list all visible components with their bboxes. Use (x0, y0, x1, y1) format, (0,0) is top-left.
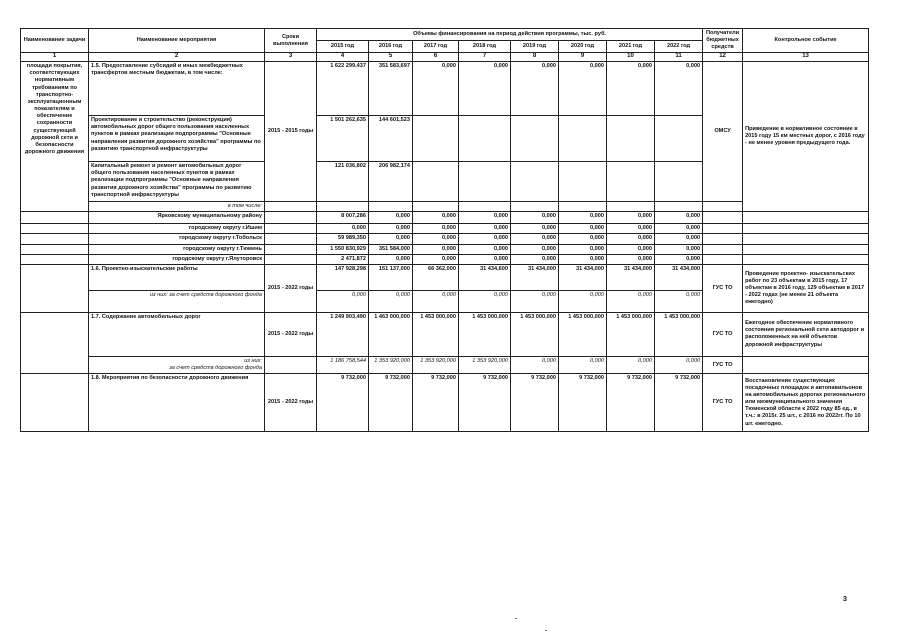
year-cell: 2018 год (459, 41, 511, 53)
control-cell: Ежегодное обеспечение нормативного состояния региональной сети автодорог и расположенных на ней объектов дорожной инфраструктуры (743, 312, 869, 356)
value-cell: 1 453 000,000 (413, 312, 459, 356)
value-cell: 0,000 (607, 254, 655, 264)
value-cell: 206 982,174 (369, 162, 413, 202)
value-cell: 0,000 (559, 62, 607, 116)
value-cell: 1 353 920,000 (459, 356, 511, 373)
col-number: 7 (459, 53, 511, 62)
value-cell: 0,000 (511, 356, 559, 373)
value-cell: 66 362,000 (413, 264, 459, 290)
term-cell: 2015 - 2022 годы (265, 312, 317, 356)
value-cell: 151 137,000 (369, 264, 413, 290)
value-cell: 1 550 830,929 (317, 244, 369, 254)
table-row (21, 244, 869, 254)
value-cell: 0,000 (413, 62, 459, 116)
value-cell: 0,000 (413, 244, 459, 254)
value-cell: 0,000 (559, 290, 607, 312)
value-cell: 351 583,697 (369, 62, 413, 116)
recipient-cell: ГУС ТО (703, 312, 743, 356)
value-cell: 1 622 299,437 (317, 62, 369, 116)
value-cell: 0,000 (511, 224, 559, 234)
year-cell: 2017 год (413, 41, 459, 53)
recipient-cell: ГУС ТО (703, 264, 743, 312)
event-name: 1.7. Содержание автомобильных дорог (89, 312, 265, 356)
value-cell: 0,000 (459, 244, 511, 254)
value-cell: 1 186 758,544 (317, 356, 369, 373)
value-cell: 0,000 (317, 290, 369, 312)
value-cell: 1 453 000,000 (511, 312, 559, 356)
value-cell: 0,000 (511, 244, 559, 254)
col-number: 5 (369, 53, 413, 62)
value-cell: 9 732,000 (559, 374, 607, 432)
col-number: 6 (413, 53, 459, 62)
header-funding: Объемы финансирования на период действия программы, тыс. руб. (317, 29, 703, 41)
value-cell: 59 989,350 (317, 234, 369, 244)
value-cell: 0,000 (559, 254, 607, 264)
value-cell: 147 928,298 (317, 264, 369, 290)
value-cell: 0,000 (369, 212, 413, 224)
value-cell: 0,000 (559, 212, 607, 224)
value-cell: 0,000 (559, 234, 607, 244)
event-name: 1.6. Проектно-изыскательские работы (89, 264, 265, 290)
value-cell: 0,000 (369, 234, 413, 244)
year-cell: 2021 год (607, 41, 655, 53)
value-cell: 351 584,000 (369, 244, 413, 254)
term-cell: 2015 - 2015 годы (265, 62, 317, 202)
column-numbers-row (21, 53, 869, 62)
control-cell: Проведение проектно- изыскательских работ по 23 объектам в 2015 году, 17 объектам в 2016 году, 129 объектам в 2017 - 2022 годах (не менее 21 объекта ежегодно) (743, 264, 869, 312)
municipality-name: городскому округу г.Ялуторовск (89, 254, 265, 264)
value-cell: 144 601,523 (369, 116, 413, 162)
value-cell: 0,000 (511, 62, 559, 116)
value-cell: 9 732,000 (459, 374, 511, 432)
task-cell: площади покрытия, соответствующих нормативным требованиям по транспортно-эксплуатационным показателям и обеспечение сохранности существующей дорожной сети и безопасности дорожного движения (21, 62, 89, 212)
value-cell: 0,000 (655, 62, 703, 116)
value-cell: 121 036,802 (317, 162, 369, 202)
value-cell: 0,000 (413, 290, 459, 312)
value-cell: 0,000 (413, 212, 459, 224)
value-cell: 9 732,000 (413, 374, 459, 432)
control-cell: Приведение в нормативное состояние в 2015 году 15 км местных дорог, с 2016 году - не менее уровня предыдущего года. (743, 62, 869, 212)
value-cell: 0,000 (369, 254, 413, 264)
event-name: Капитальный ремонт и ремонт автомобильных дорог общего пользования населенных пунктов в рамках реализации подпрограммы "Основные направления развития дорожного хозяйства" программы по развитию транспортной инфраструктуры (89, 162, 265, 202)
table-row (21, 202, 869, 212)
table-row (21, 254, 869, 264)
value-cell: 9 732,000 (369, 374, 413, 432)
col-number: 1 (21, 53, 89, 62)
year-cell: 2019 год (511, 41, 559, 53)
value-cell: 9 732,000 (511, 374, 559, 432)
table-row (21, 264, 869, 290)
municipality-name: городскому округу г.Тобольск (89, 234, 265, 244)
header-row (21, 29, 869, 41)
value-cell: 0,000 (655, 290, 703, 312)
event-name: 1.5. Предоставление субсидий и иных межбюджетных трансфертов местным бюджетам, в том числе: (89, 62, 265, 116)
value-cell: 0,000 (655, 224, 703, 234)
value-cell: 31 434,600 (459, 264, 511, 290)
col-number: 11 (655, 53, 703, 62)
value-cell: 0,000 (607, 212, 655, 224)
value-cell: 9 732,000 (317, 374, 369, 432)
header-control: Контрольное событие (743, 29, 869, 53)
value-cell: 31 434,000 (655, 264, 703, 290)
col-number: 9 (559, 53, 607, 62)
value-cell: 0,000 (559, 356, 607, 373)
value-cell: 9 732,000 (607, 374, 655, 432)
value-cell: 0,000 (607, 244, 655, 254)
value-cell: 0,000 (559, 224, 607, 234)
value-cell: 8 007,286 (317, 212, 369, 224)
event-name: Проектирование и строительство (реконструкция) автомобильных дорог общего пользования населенных пунктов в рамках реализации подпрограммы "Основные направления развития дорожного хозяйства" программы по развитию транспортной инфраструктуры (89, 116, 265, 162)
value-cell: 1 501 262,635 (317, 116, 369, 162)
value-cell: 1 453 000,000 (655, 312, 703, 356)
value-cell: 31 434,000 (559, 264, 607, 290)
value-cell: 0,000 (459, 62, 511, 116)
table-row (21, 312, 869, 356)
including-label: в том числе: (89, 202, 265, 212)
value-cell: 0,000 (511, 254, 559, 264)
header-term: Сроки выполнения (265, 29, 317, 53)
value-cell: 1 463 000,000 (369, 312, 413, 356)
table-row (21, 356, 869, 373)
table-row (21, 234, 869, 244)
value-cell: 0,000 (511, 290, 559, 312)
value-cell: 0,000 (655, 234, 703, 244)
table-row (21, 224, 869, 234)
table-row (21, 374, 869, 432)
scan-speck (545, 630, 547, 631)
recipient-cell: ГУС ТО (703, 356, 743, 373)
col-number: 10 (607, 53, 655, 62)
document-page (20, 28, 869, 432)
control-cell: Восстановление существующих посадочных площадок и автопавильонов на автомобильных дорогах регионального или межмуниципального значения Тюменской области к 2022 году 85 ед., в т.ч.: в 2015г. 25 шт., с 2016 по 2022гг. По 10 шт. ежегодно. (743, 374, 869, 432)
value-cell: 2 471,872 (317, 254, 369, 264)
value-cell: 0,000 (607, 234, 655, 244)
header-recipients: Получатели бюджетных средств (703, 29, 743, 53)
value-cell: 1 453 000,000 (559, 312, 607, 356)
value-cell: 1 249 903,490 (317, 312, 369, 356)
header-task: Наименование задачи (21, 29, 89, 53)
table-row (21, 62, 869, 116)
page-number: 3 (843, 596, 847, 603)
scan-speck (515, 618, 517, 619)
value-cell: 0,000 (655, 356, 703, 373)
year-cell: 2022 год (655, 41, 703, 53)
value-cell: 0,000 (511, 212, 559, 224)
value-cell: 1 353 920,000 (413, 356, 459, 373)
municipality-name: Ярковскому муниципальному району (89, 212, 265, 224)
value-cell: 0,000 (413, 234, 459, 244)
col-number: 3 (265, 53, 317, 62)
value-cell: 0,000 (459, 290, 511, 312)
value-cell: 0,000 (655, 212, 703, 224)
value-cell: 0,000 (369, 290, 413, 312)
value-cell: 0,000 (559, 244, 607, 254)
value-cell: 0,000 (413, 254, 459, 264)
municipality-name: городскому округу г.Ишим (89, 224, 265, 234)
value-cell: 0,000 (655, 244, 703, 254)
municipality-name: городскому округу г.Тюмень (89, 244, 265, 254)
value-cell: 0,000 (369, 224, 413, 234)
value-cell: 31 434,000 (607, 264, 655, 290)
header-event: Наименование мероприятия (89, 29, 265, 53)
year-cell: 2016 год (369, 41, 413, 53)
value-cell: 0,000 (511, 234, 559, 244)
recipient-cell: ГУС ТО (703, 374, 743, 432)
value-cell: 1 453 000,000 (459, 312, 511, 356)
event-name: 1.8. Мероприятия по безопасности дорожного движения (89, 374, 265, 432)
col-number: 8 (511, 53, 559, 62)
value-cell: 0,000 (459, 212, 511, 224)
term-cell: 2015 - 2022 годы (265, 374, 317, 432)
value-cell: 0,000 (607, 356, 655, 373)
col-number: 2 (89, 53, 265, 62)
value-cell: 0,000 (413, 224, 459, 234)
value-cell: 0,000 (607, 224, 655, 234)
value-cell: 9 732,000 (655, 374, 703, 432)
recipient-cell: ОМСУ (703, 62, 743, 202)
road-fund-label: за счет средств дорожного фонда (169, 365, 262, 372)
value-cell: 0,000 (607, 62, 655, 116)
value-cell: 0,000 (459, 254, 511, 264)
program-table (20, 28, 869, 432)
value-cell: 31 434,000 (511, 264, 559, 290)
col-number: 4 (317, 53, 369, 62)
value-cell: 0,000 (459, 234, 511, 244)
of-which-label: из них: (244, 357, 262, 364)
col-number: 13 (743, 53, 869, 62)
event-name: из них: за счет средств дорожного фонда (89, 290, 265, 312)
value-cell: 0,000 (607, 290, 655, 312)
table-row (21, 212, 869, 224)
value-cell: 1 453 000,000 (607, 312, 655, 356)
col-number: 12 (703, 53, 743, 62)
value-cell: 0,000 (317, 224, 369, 234)
value-cell: 0,000 (459, 224, 511, 234)
term-cell: 2015 - 2022 годы (265, 264, 317, 312)
year-cell: 2020 год (559, 41, 607, 53)
value-cell: 0,000 (655, 254, 703, 264)
value-cell: 1 353 920,000 (369, 356, 413, 373)
event-name (89, 356, 265, 373)
year-cell: 2015 год (317, 41, 369, 53)
